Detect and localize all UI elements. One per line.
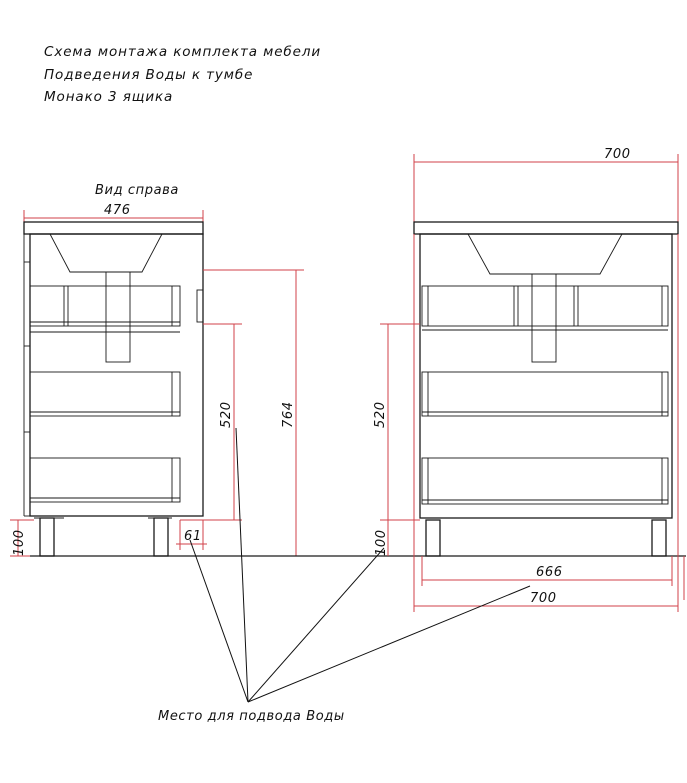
water-supply-callout: Место для подвода Воды [158,709,345,724]
front-countertop [414,222,678,234]
front-drawer-2 [422,372,668,416]
depth-label: 476 [104,203,131,218]
front-drawer-1 [422,286,668,326]
side-view-title: Вид справа [95,183,179,198]
side-drain-height-label: 764 [281,401,296,428]
front-inner-width-label: 666 [536,565,563,580]
side-leg-front [40,518,54,556]
side-leg-height-label: 100 [12,529,27,556]
note-line-1: Схема монтажа комплекта мебели [44,44,322,60]
leader-line-3 [248,548,384,702]
front-bottom-width-label: 700 [530,591,557,606]
leader-line-4 [248,586,530,702]
side-drawer-3 [30,458,180,502]
front-view [373,147,684,612]
side-countertop [24,222,203,234]
front-leg-left [426,520,440,556]
front-leg-right [652,520,666,556]
side-offset-label: 61 [184,529,202,544]
front-basin [468,234,622,274]
side-carcass [30,234,203,516]
side-pipe-height-label: 520 [219,401,234,428]
front-carcass [420,234,672,518]
side-drawer-2 [30,372,180,416]
leader-line-1 [190,540,248,702]
side-view [10,183,304,556]
side-siphon [106,272,130,362]
front-leg-height-label: 100 [374,529,389,556]
front-top-width-label: 700 [604,147,631,162]
side-leg-back [154,518,168,556]
side-basin [50,234,162,272]
side-drawer-1 [30,286,180,326]
front-drawer-3 [422,458,668,504]
leader-line-2 [236,428,248,702]
front-pipe-height-label: 520 [373,401,388,428]
note-line-2: Подведения Воды к тумбе [44,67,254,83]
front-siphon [532,274,556,362]
water-supply-leaders [190,428,530,702]
note-line-3: Монако 3 ящика [44,89,174,105]
